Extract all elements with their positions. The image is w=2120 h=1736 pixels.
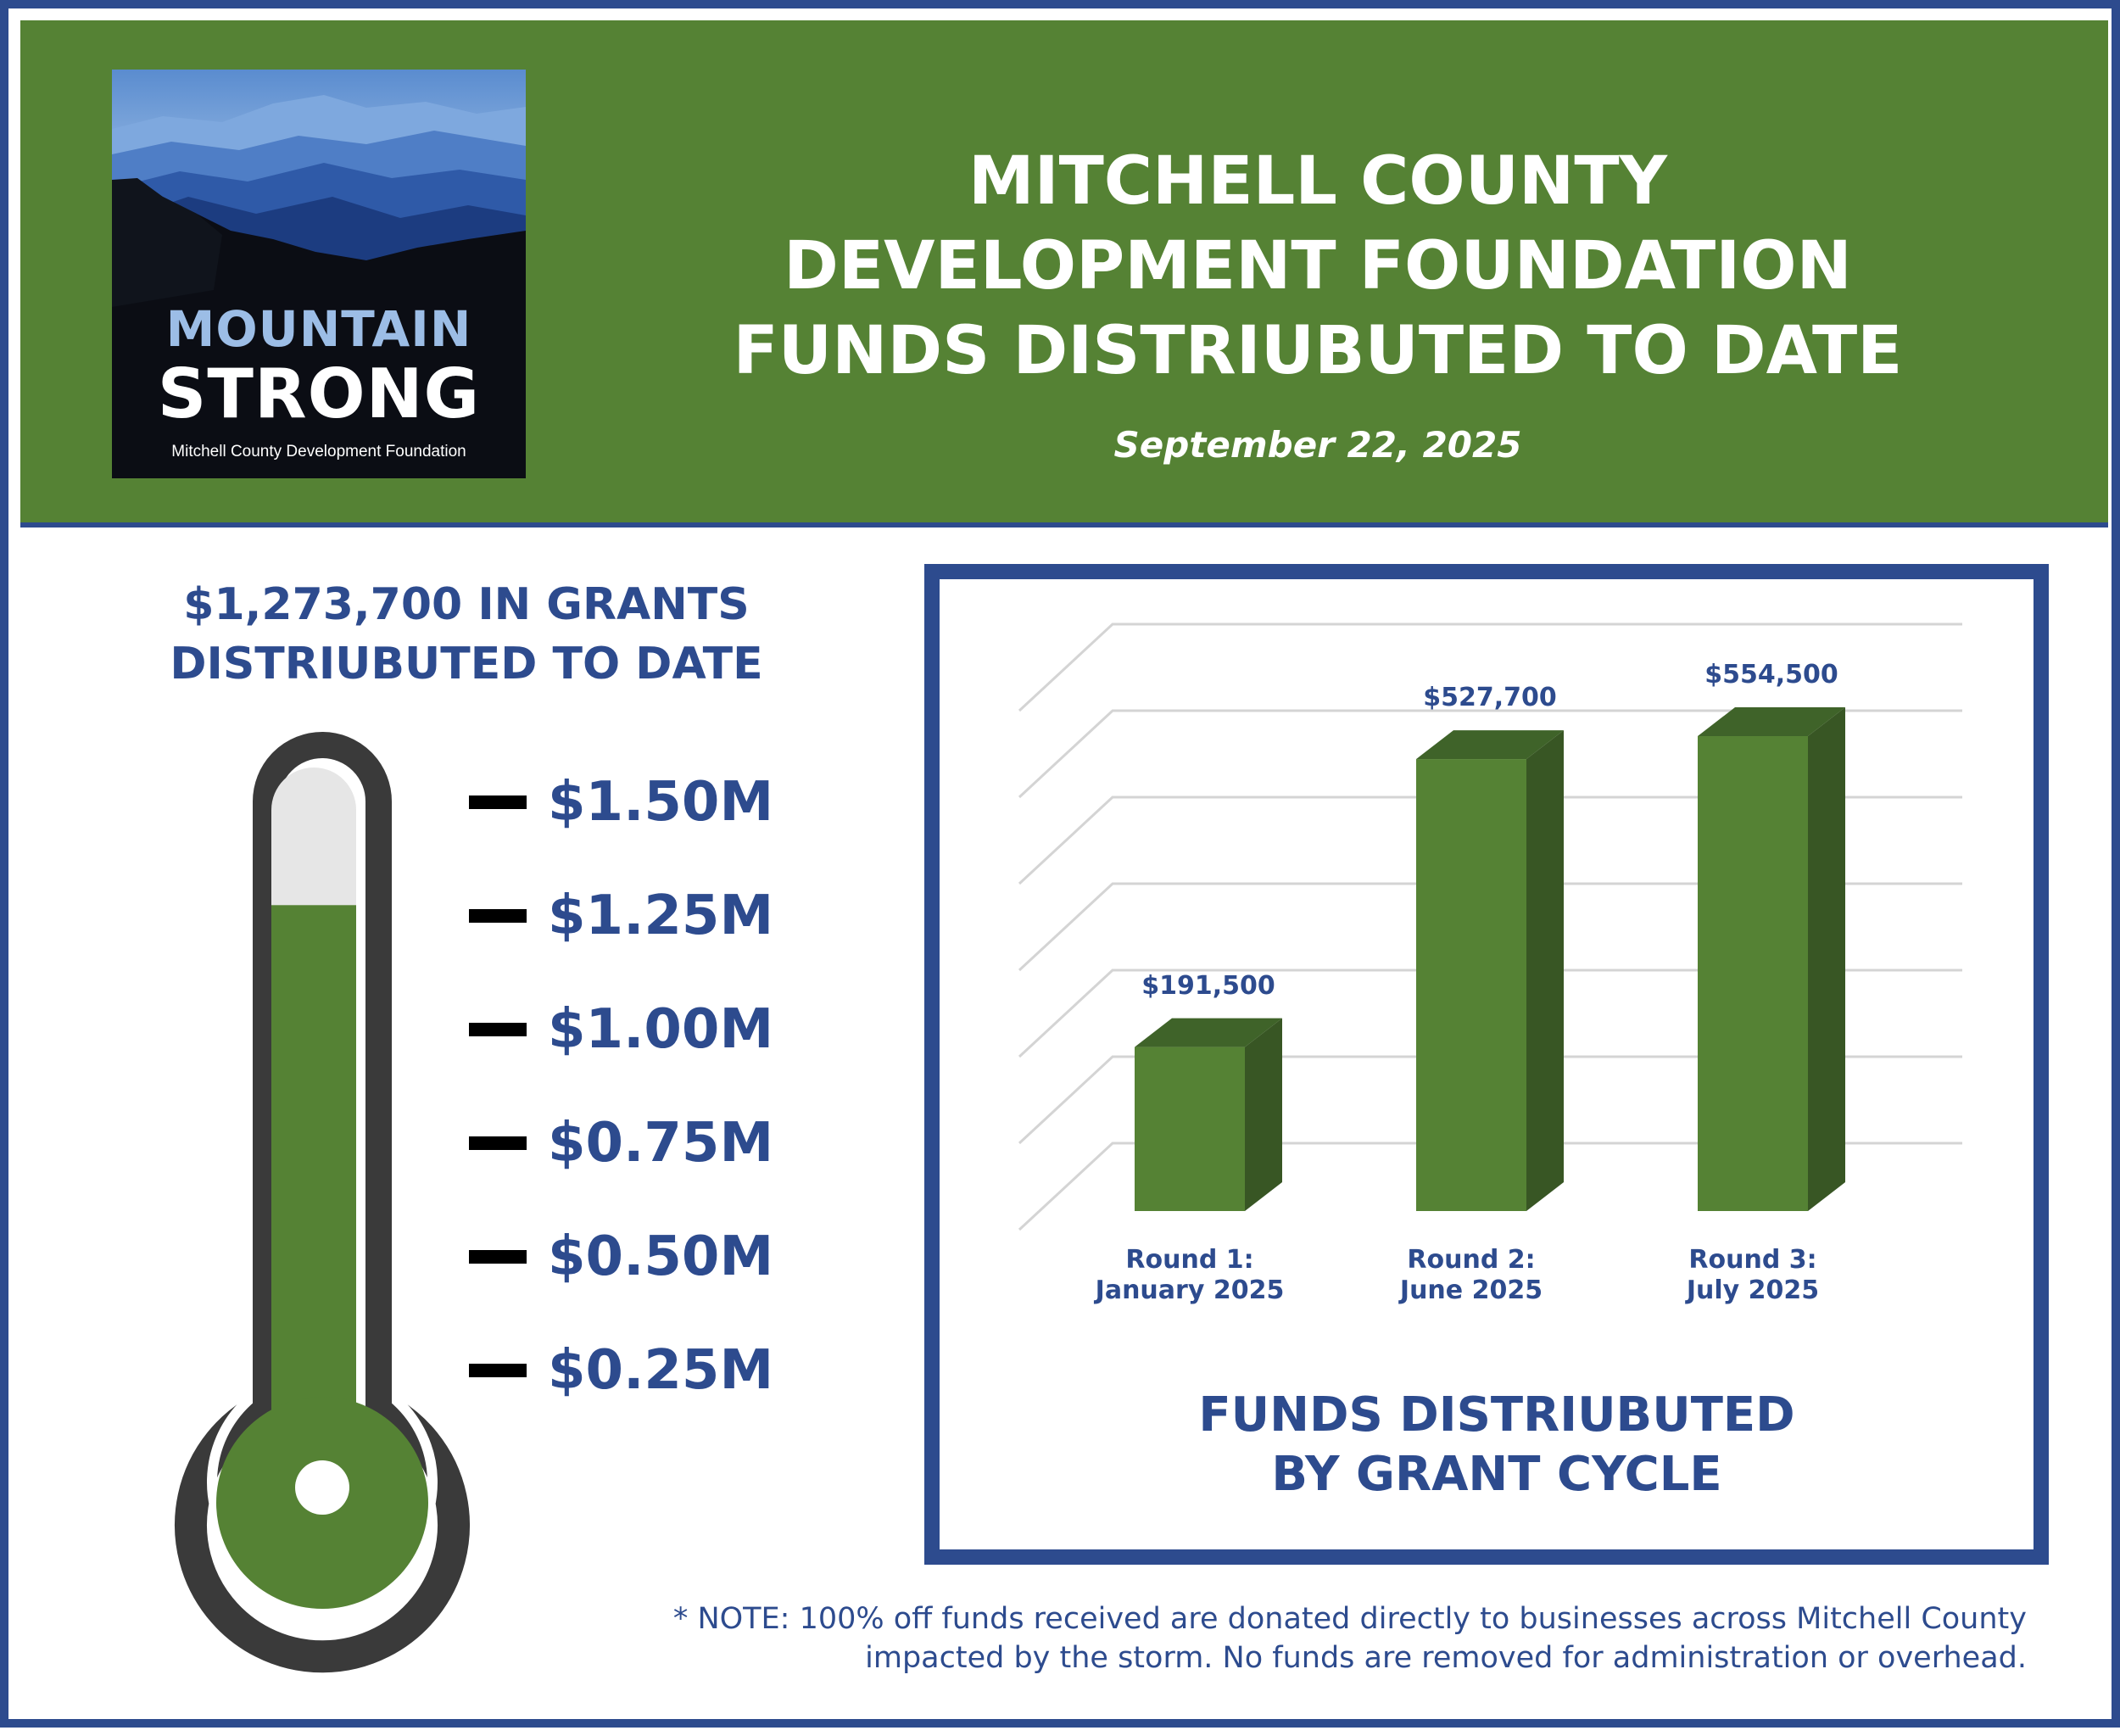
bar-side-round-1 xyxy=(1245,1019,1282,1211)
category-label-round-2-line-1: Round 2: xyxy=(1407,1245,1536,1275)
bar-side-round-2 xyxy=(1526,730,1564,1211)
category-label-round-3-line-2: July 2025 xyxy=(1686,1275,1820,1305)
total-heading-line-1: $1,273,700 IN GRANTS xyxy=(183,579,750,630)
logo-word-strong: STRONG xyxy=(157,354,481,433)
bar-round-3 xyxy=(1698,736,1808,1211)
bar-round-2 xyxy=(1416,759,1526,1211)
chart-bars xyxy=(1135,707,1845,1211)
tick-label-0-50m: $0.50M xyxy=(548,1225,774,1288)
bar-side-round-3 xyxy=(1808,707,1845,1211)
bar-value-label-round-1: $191,500 xyxy=(1141,970,1275,1001)
footnote-line-2: impacted by the storm. No funds are removed for administration or overhead. xyxy=(865,1641,2027,1675)
chart-title-line-2: BY GRANT CYCLE xyxy=(1271,1447,1722,1502)
header-title-line-1: MITCHELL COUNTY xyxy=(968,143,1668,220)
footnote-line-1: * NOTE: 100% off funds received are donated directly to businesses across Mitchell County xyxy=(672,1602,2027,1636)
report-date: September 22, 2025 xyxy=(1113,424,1522,466)
bar-value-label-round-2: $527,700 xyxy=(1423,683,1557,713)
category-label-round-1 xyxy=(1063,1245,1317,1306)
chart-title-line-1: FUNDS DISTRIUBUTED xyxy=(1198,1387,1795,1443)
category-label-round-3 xyxy=(1626,1245,1880,1306)
bar-value-label-round-3: $554,500 xyxy=(1704,660,1838,689)
category-label-round-2 xyxy=(1344,1245,1598,1306)
category-label-round-3-line-1: Round 3: xyxy=(1688,1245,1817,1275)
tick-label-0-25m: $0.25M xyxy=(548,1339,774,1402)
logo-subtitle: Mitchell County Development Foundation xyxy=(171,443,466,461)
category-label-round-2-line-2: June 2025 xyxy=(1399,1275,1543,1305)
bar-round-1 xyxy=(1135,1047,1245,1211)
total-heading-line-2: DISTRIUBUTED TO DATE xyxy=(170,639,763,689)
tick-label-1-00m: $1.00M xyxy=(548,998,774,1061)
category-label-round-1-line-1: Round 1: xyxy=(1125,1245,1254,1275)
logo-word-mountain: MOUNTAIN xyxy=(165,300,472,358)
tick-label-0-75m: $0.75M xyxy=(548,1112,774,1175)
header-title-line-2: DEVELOPMENT FOUNDATION xyxy=(784,228,1852,304)
category-label-round-1-line-2: January 2025 xyxy=(1095,1275,1285,1305)
tick-label-1-50m: $1.50M xyxy=(548,771,774,834)
header-title-line-3: FUNDS DISTRIUBUTED TO DATE xyxy=(733,313,1903,389)
tick-label-1-25m: $1.25M xyxy=(548,885,774,947)
